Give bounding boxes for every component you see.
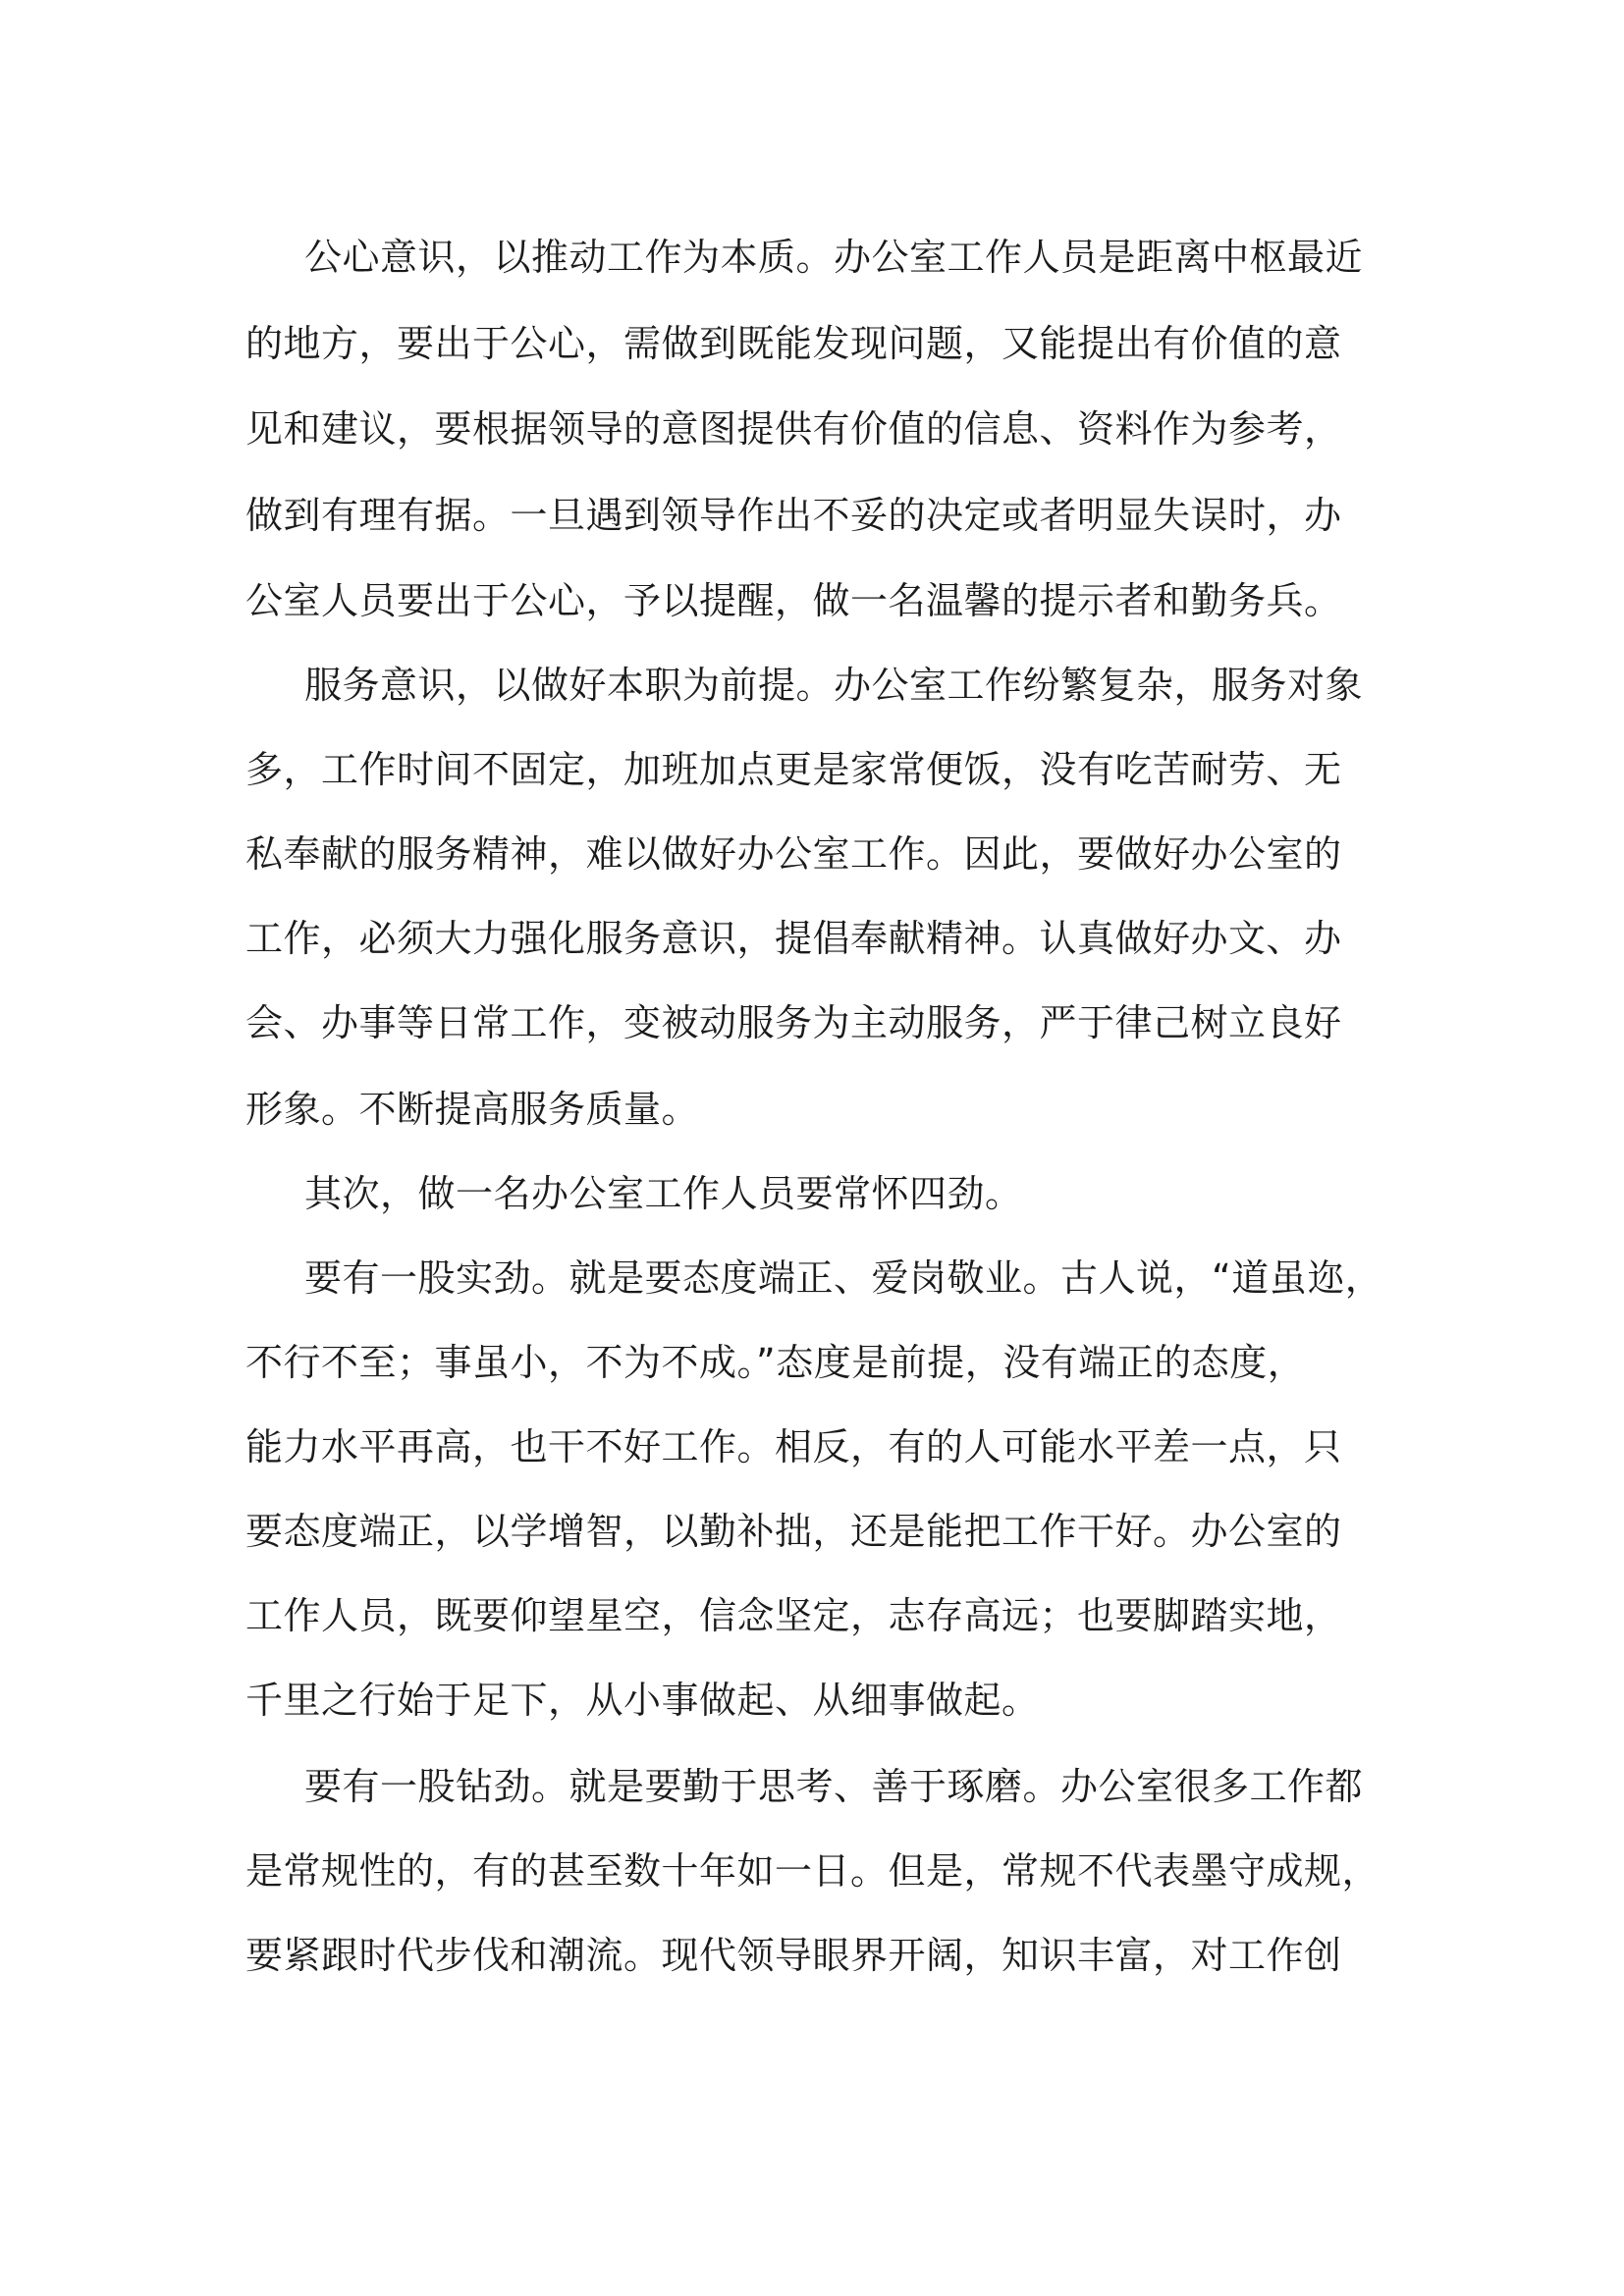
text-line: 其次，做一名办公室工作人员要常怀四劲。	[304, 1172, 1023, 1215]
text-line: 做到有理有据。一旦遇到领导作出不妥的决定或者明显失误时，办	[245, 494, 1342, 537]
text-line: 形象。不断提高服务质量。	[245, 1088, 700, 1131]
text-line: 要有一股钻劲。就是要勤于思考、善于琢磨。办公室很多工作都	[304, 1765, 1364, 1808]
text-line: 公室人员要出于公心，予以提醒，做一名温馨的提示者和勤务兵。	[245, 579, 1342, 622]
text-line: 私奉献的服务精神，难以做好办公室工作。因此，要做好办公室的	[245, 832, 1342, 876]
text-line: 服务意识，以做好本职为前提。办公室工作纷繁复杂，服务对象	[304, 664, 1364, 707]
text-line: 千里之行始于足下，从小事做起、从细事做起。	[245, 1679, 1040, 1722]
text-line: 工作，必须大力强化服务意识，提倡奉献精神。认真做好办文、办	[245, 917, 1342, 960]
text-line: 的地方，要出于公心，需做到既能发现问题，又能提出有价值的意	[245, 322, 1342, 365]
text-line: 多，工作时间不固定，加班加点更是家常便饭，没有吃苦耐劳、无	[245, 748, 1342, 791]
text-line: 会、办事等日常工作，变被动服务为主动服务，严于律己树立良好	[245, 1001, 1342, 1044]
text-line: 不行不至；事虽小，不为不成。”态度是前提，没有端正的态度，	[245, 1341, 1306, 1384]
text-line: 工作人员，既要仰望星空，信念坚定，志存高远；也要脚踏实地，	[245, 1594, 1342, 1637]
text-line: 要有一股实劲。就是要态度端正、爱岗敬业。古人说，“道虽迩，	[304, 1256, 1383, 1300]
text-line: 见和建议，要根据领导的意图提供有价值的信息、资料作为参考，	[245, 407, 1342, 451]
text-line: 是常规性的，有的甚至数十年如一日。但是，常规不代表墨守成规，	[245, 1849, 1380, 1893]
text-line: 要态度端正，以学增智，以勤补拙，还是能把工作干好。办公室的	[245, 1510, 1342, 1553]
text-line: 能力水平再高，也干不好工作。相反，有的人可能水平差一点，只	[245, 1425, 1342, 1468]
text-line: 公心意识，以推动工作为本质。办公室工作人员是距离中枢最近	[304, 236, 1364, 279]
text-line: 要紧跟时代步伐和潮流。现代领导眼界开阔，知识丰富，对工作创	[245, 1934, 1342, 1977]
